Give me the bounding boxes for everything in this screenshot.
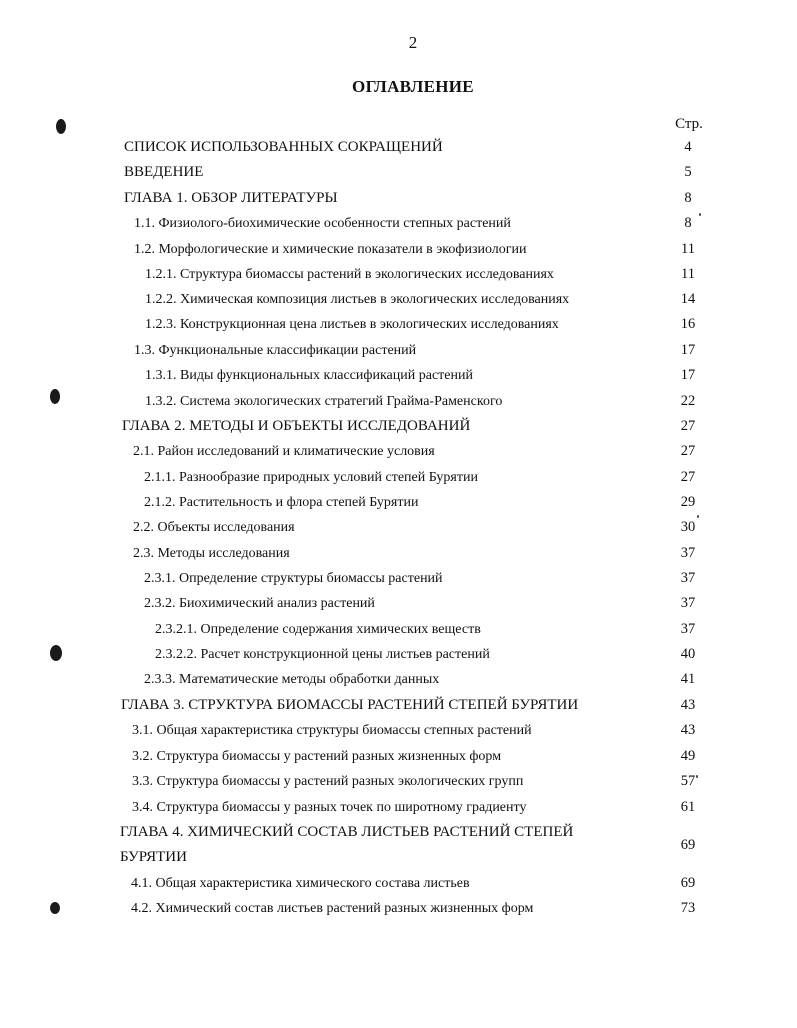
toc-entry-page: 14: [680, 291, 696, 307]
toc-entry: [0, 896, 797, 921]
toc-entry-page: 11: [681, 266, 695, 282]
toc-entry-title: 3.2. Структура биомассы у растений разных жизненных форм: [132, 749, 502, 764]
toc-entry-page: 57: [680, 773, 696, 789]
toc-entry-title: 2.1.2. Растительность и флора степей Бурятии: [144, 495, 419, 510]
toc-entry-page: 5: [684, 164, 692, 180]
toc-entry-page: 61: [680, 799, 696, 815]
toc-entry-page: 4: [684, 139, 692, 155]
toc-entry-page: 69: [680, 837, 696, 853]
toc-entry: [0, 591, 797, 616]
toc-entry-page: 29: [680, 494, 696, 510]
toc-entry: [0, 718, 797, 743]
toc-entry-title: 3.3. Структура биомассы у растений разных экологических групп: [132, 774, 524, 789]
toc-entry-title: 2.3.1. Определение структуры биомассы растений: [144, 571, 443, 586]
toc-entry-title: 3.4. Структура биомассы у разных точек по широтному градиенту: [132, 800, 527, 815]
toc-entry-title: СПИСОК ИСПОЛЬЗОВАННЫХ СОКРАЩЕНИЙ: [124, 139, 443, 155]
toc-entry: [0, 312, 797, 337]
toc-entry: [0, 237, 797, 262]
scan-speck: [697, 515, 699, 518]
toc-entry-title: 4.1. Общая характеристика химического состава листьев: [131, 876, 470, 891]
toc-entry-page: 30: [680, 519, 696, 535]
toc-entry-title: 1.2.2. Химическая композиция листьев в экологических исследованиях: [145, 292, 570, 307]
toc-entry-title: 1.3.1. Виды функциональных классификаций растений: [145, 368, 473, 383]
toc-entry: [0, 186, 797, 211]
toc-entry: [0, 795, 797, 820]
toc-entry: [0, 389, 797, 414]
toc-entry: [0, 414, 797, 439]
toc-entry: [0, 871, 797, 896]
toc-entry-page: 37: [680, 570, 696, 586]
toc-entry-title: 1.2.1. Структура биомассы растений в экологических исследованиях: [145, 267, 554, 282]
toc-entry: [0, 667, 797, 692]
toc-entry-title: 2.3.3. Математические методы обработки данных: [144, 672, 440, 687]
toc-entry-title: 1.2. Морфологические и химические показатели в экофизиологии: [134, 242, 527, 257]
toc-entry: [0, 287, 797, 312]
toc-entry-page: 16: [680, 316, 696, 332]
toc-entry-page: 11: [681, 241, 695, 257]
toc-entry-title: 1.1. Физиолого-биохимические особенности степных растений: [134, 216, 511, 231]
toc-entry-title: ГЛАВА 1. ОБЗОР ЛИТЕРАТУРЫ: [124, 190, 338, 206]
toc-entry-page: 37: [680, 621, 696, 637]
toc-entry-title: ГЛАВА 3. СТРУКТУРА БИОМАССЫ РАСТЕНИЙ СТЕПЕЙ БУРЯТИИ: [121, 697, 579, 713]
toc-entry: [0, 490, 797, 515]
punch-hole-mark: [56, 119, 66, 134]
toc-entry-page: 27: [680, 418, 696, 434]
toc-entry-page: 17: [680, 367, 696, 383]
toc-entry-page: 22: [680, 393, 696, 409]
page-title: ОГЛАВЛЕНИЕ: [352, 77, 474, 96]
toc-entry-title: ВВЕДЕНИЕ: [124, 164, 204, 180]
toc-entry-page: 43: [680, 722, 696, 738]
toc-entry-title: 2.3.2. Биохимический анализ растений: [144, 596, 375, 611]
toc-entry-title: 2.1.1. Разнообразие природных условий степей Бурятии: [144, 470, 478, 485]
toc-entry: [0, 363, 797, 388]
toc-entry: [0, 744, 797, 769]
toc-entry-title: 3.1. Общая характеристика структуры биомассы степных растений: [132, 723, 532, 738]
toc-entry-page: 69: [680, 875, 696, 891]
toc-entry-title: ГЛАВА 2. МЕТОДЫ И ОБЪЕКТЫ ИССЛЕДОВАНИЙ: [122, 418, 471, 434]
toc-entry: [0, 769, 797, 794]
punch-hole-mark: [50, 902, 60, 914]
toc-entry-title: 2.3. Методы исследования: [133, 546, 290, 561]
toc-entry-page: 27: [680, 443, 696, 459]
toc-entry: [0, 465, 797, 490]
toc-entry-page: 17: [680, 342, 696, 358]
toc-entry-title: 2.3.2.2. Расчет конструкционной цены листьев растений: [155, 647, 490, 662]
toc-entry-page: 27: [680, 469, 696, 485]
toc-entry-title: 1.3. Функциональные классификации растений: [134, 343, 417, 358]
toc-entry-page: 8: [684, 215, 692, 231]
punch-hole-mark: [50, 389, 60, 404]
toc-entry: [0, 693, 797, 718]
punch-hole-mark: [50, 645, 62, 661]
toc-entry-page: 40: [680, 646, 696, 662]
toc-entry: [0, 820, 797, 870]
toc-entry-page: 41: [680, 671, 696, 687]
toc-entry-title: [120, 820, 573, 870]
scan-speck: [699, 213, 701, 216]
toc-entry-title: 1.2.3. Конструкционная цена листьев в экологических исследованиях: [145, 317, 559, 332]
toc-entry-page: 37: [680, 595, 696, 611]
toc-entry-title: 4.2. Химический состав листьев растений разных жизненных форм: [131, 901, 534, 916]
toc-entry: [0, 515, 797, 540]
toc-entry: [0, 642, 797, 667]
toc-entry-title: 2.2. Объекты исследования: [133, 520, 295, 535]
toc-entry: [0, 338, 797, 363]
toc-entry: [0, 135, 797, 160]
toc-entry-title-line: БУРЯТИИ: [120, 849, 187, 865]
toc-entry: [0, 617, 797, 642]
toc-entry: [0, 566, 797, 591]
scan-speck: [696, 775, 698, 778]
toc-entry: [0, 262, 797, 287]
toc-entry-page: 73: [680, 900, 696, 916]
toc-entry-page: 37: [680, 545, 696, 561]
toc-entry-title-line: ГЛАВА 4. ХИМИЧЕСКИЙ СОСТАВ ЛИСТЬЕВ РАСТЕНИЙ СТЕПЕЙ: [120, 824, 574, 840]
toc-entry: [0, 541, 797, 566]
page-column-header: Стр.: [675, 116, 703, 132]
toc-entry: [0, 439, 797, 464]
toc-entry: [0, 211, 797, 236]
page-number: 2: [408, 33, 418, 52]
toc-entry-page: 49: [680, 748, 696, 764]
toc-entry: [0, 160, 797, 185]
toc-entry-title: 2.3.2.1. Определение содержания химических веществ: [155, 622, 481, 637]
toc-entry-title: 1.3.2. Система экологических стратегий Грайма-Раменского: [145, 394, 503, 409]
toc-entry-page: 8: [684, 190, 692, 206]
toc-entry-page: 43: [680, 697, 696, 713]
toc-entry-title: 2.1. Район исследований и климатические условия: [133, 444, 435, 459]
